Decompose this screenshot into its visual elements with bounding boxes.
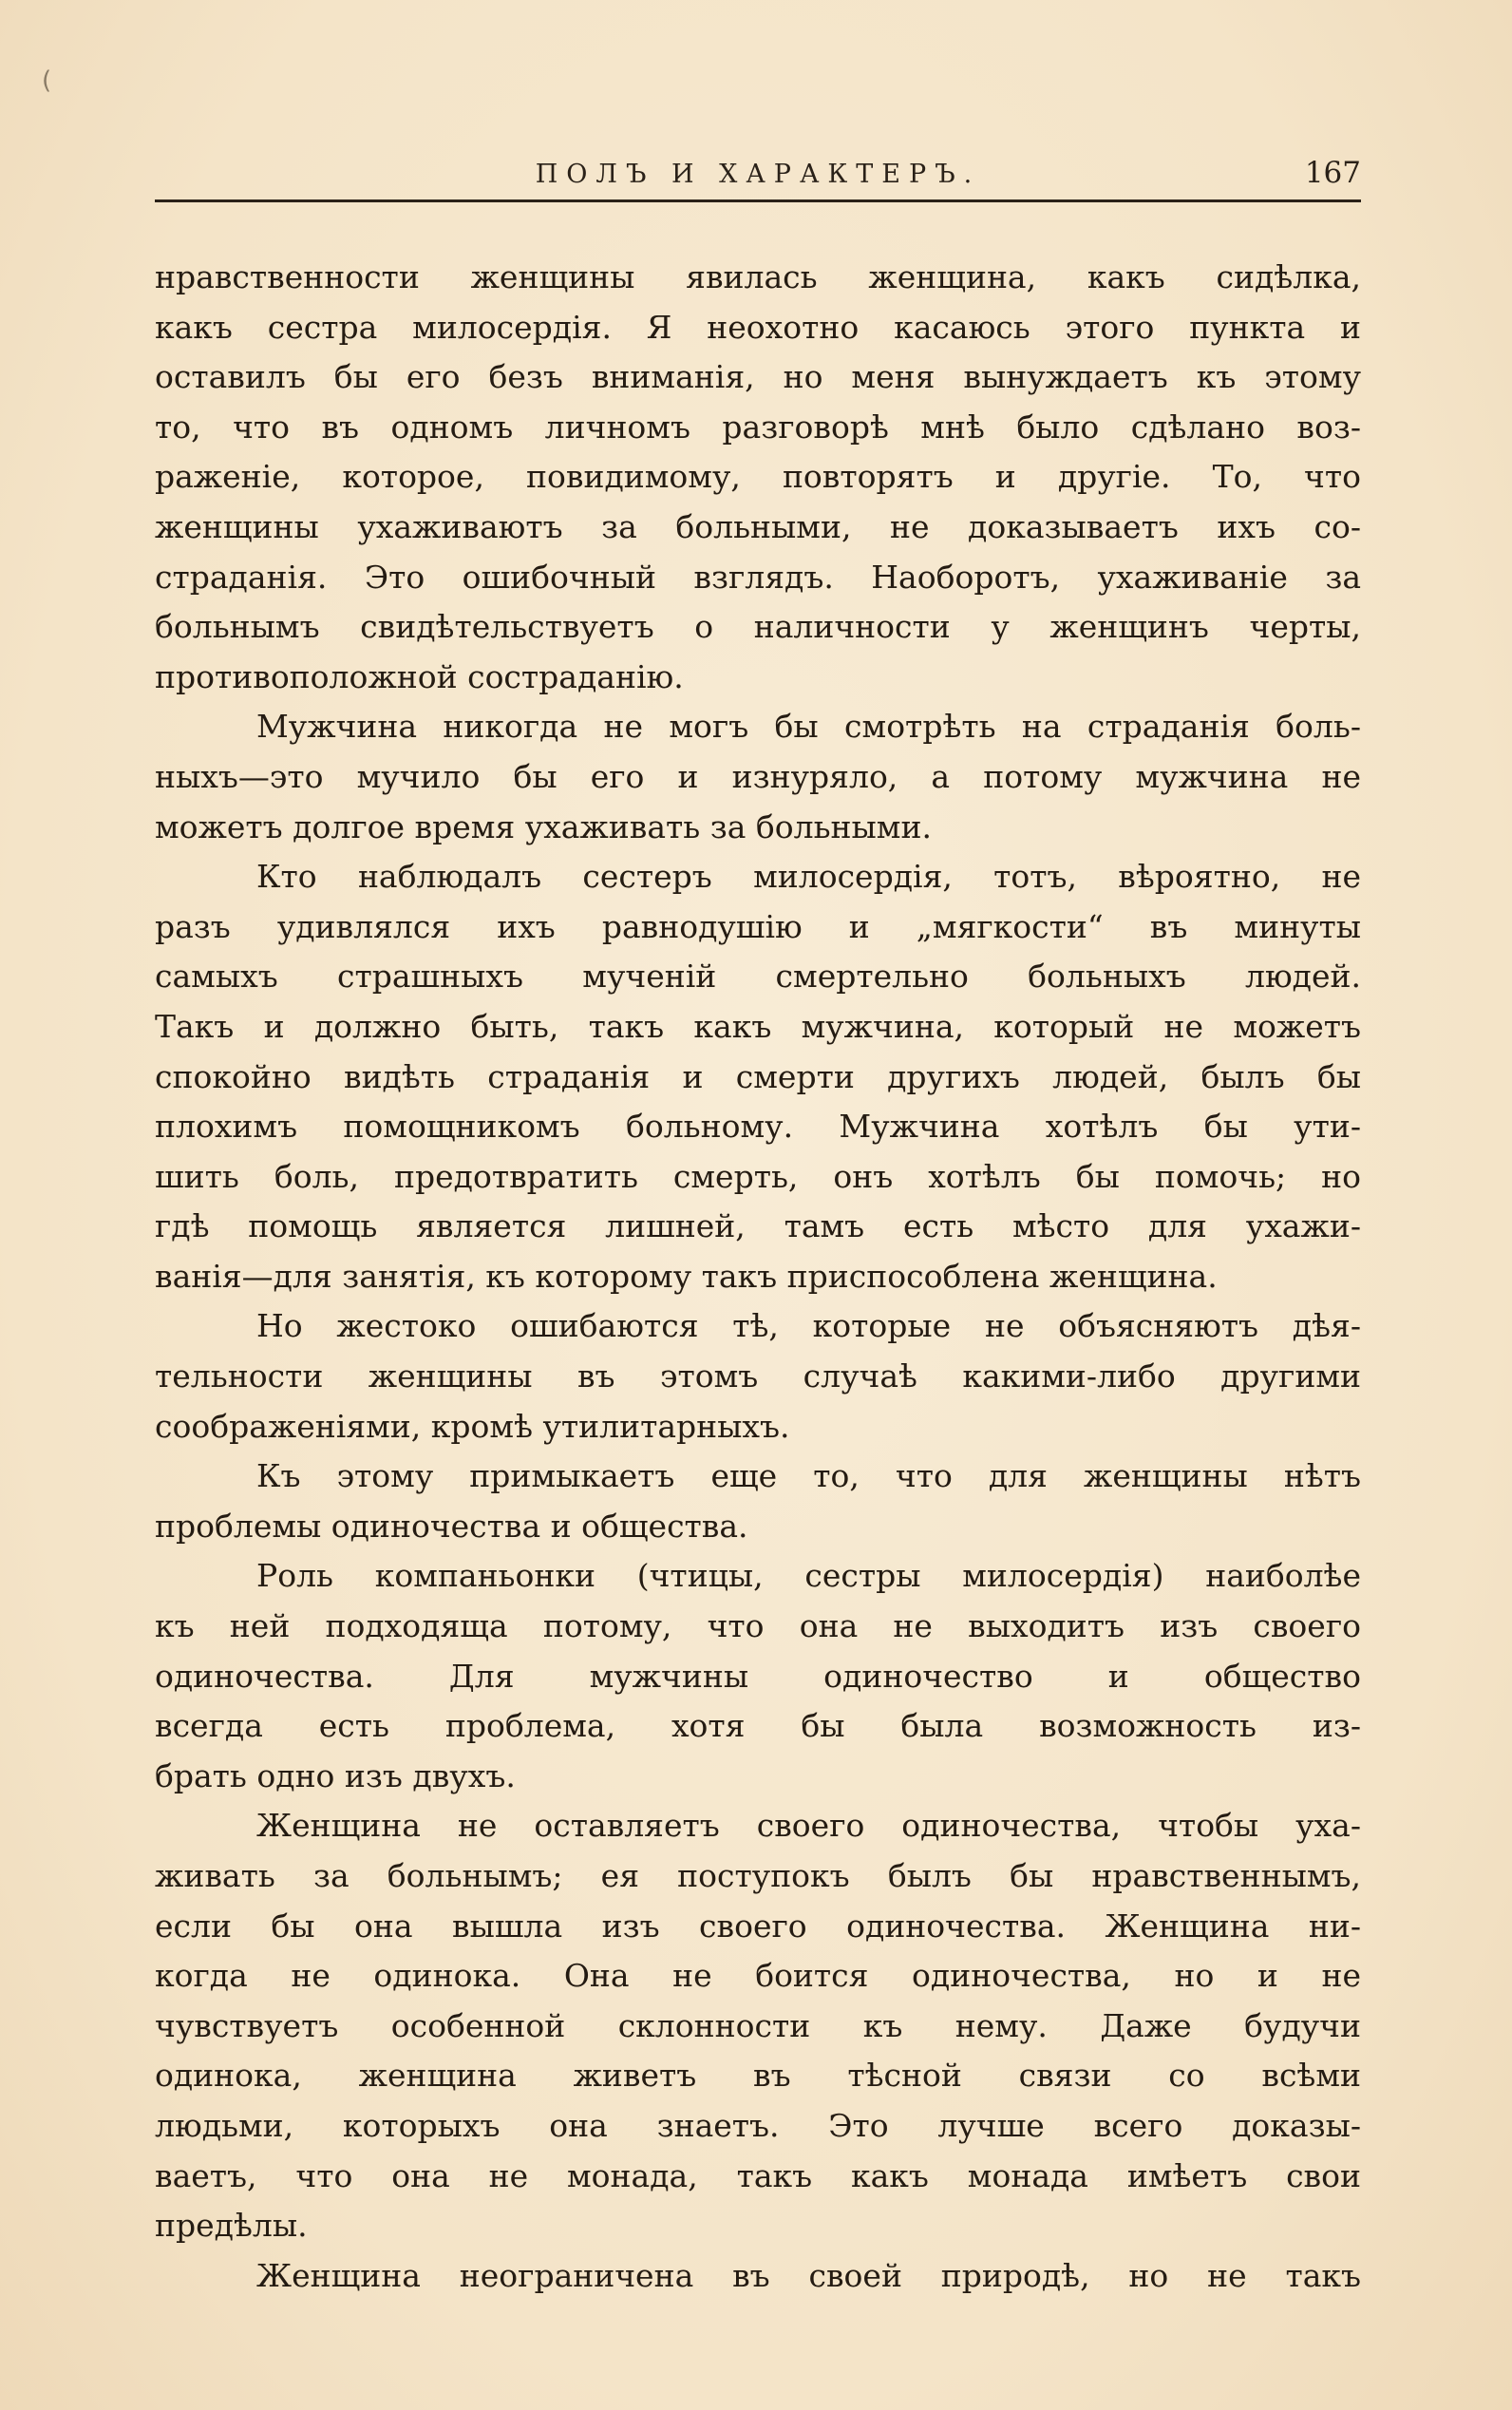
text-line: одинока, женщина живетъ въ тѣсной связи со всѣми <box>155 2057 1361 2095</box>
text-line: гдѣ помощь является лишней, тамъ есть мѣсто для ухажи- <box>155 1207 1361 1245</box>
text-line: противоположной состраданію. <box>155 657 684 695</box>
margin-mark: ( <box>42 66 52 95</box>
text-line: всегда есть проблема, хотя бы была возможность из- <box>155 1707 1361 1745</box>
text-line: Такъ и должно быть, такъ какъ мужчина, который не можетъ <box>155 1007 1361 1045</box>
text-line: нравственности женщины явилась женщина, какъ сидѣлка, <box>155 258 1361 295</box>
text-line: если бы она вышла изъ своего одиночества. Женщина ни- <box>155 1907 1361 1945</box>
text-line: Женщина неограничена въ своей природѣ, но не такъ <box>256 2256 1361 2294</box>
text-line: людьми, которыхъ она знаетъ. Это лучше всего доказы- <box>155 2106 1361 2144</box>
text-line: Кто наблюдалъ сестеръ милосердія, тотъ, вѣроятно, не <box>256 858 1361 896</box>
text-line: Но жестоко ошибаются тѣ, которые не объясняютъ дѣя- <box>256 1307 1361 1345</box>
text-line: страданія. Это ошибочный взглядъ. Наоборотъ, ухаживаніе за <box>155 558 1361 596</box>
text-line: Къ этому примыкаетъ еще то, что для женщины нѣтъ <box>256 1457 1361 1495</box>
text-line: ваетъ, что она не монада, такъ какъ монада имѣетъ свои <box>155 2156 1361 2194</box>
body-text <box>155 253 1361 2301</box>
running-head: ПОЛЪ И ХАРАКТЕРЪ. <box>535 160 981 189</box>
text-line: когда не одинока. Она не боится одиночества, но и не <box>155 1957 1361 1995</box>
page-number: 167 <box>1304 156 1361 190</box>
text-line: плохимъ помощникомъ больному. Мужчина хотѣлъ бы ути- <box>155 1108 1361 1146</box>
text-line: одиночества. Для мужчины одиночество и общество <box>155 1657 1361 1695</box>
text-line: проблемы одиночества и общества. <box>155 1507 748 1545</box>
page-header <box>155 150 1361 198</box>
text-line: Роль компаньонки (чтицы, сестры милосердія) наиболѣе <box>256 1557 1361 1595</box>
text-line: ныхъ—это мучило бы его и изнуряло, а потому мужчина не <box>155 757 1361 795</box>
text-line: самыхъ страшныхъ мученій смертельно больныхъ людей. <box>155 958 1361 996</box>
text-line: больнымъ свидѣтельствуетъ о наличности у женщинъ черты, <box>155 608 1361 646</box>
text-line: чувствуетъ особенной склонности къ нему. Даже будучи <box>155 2006 1361 2044</box>
text-line: брать одно изъ двухъ. <box>155 1756 516 1794</box>
text-line: спокойно видѣть страданія и смерти другихъ людей, былъ бы <box>155 1057 1361 1095</box>
text-line: тельности женщины въ этомъ случаѣ какими-либо другими <box>155 1357 1361 1395</box>
text-line: женщины ухаживаютъ за больными, не доказываетъ ихъ со- <box>155 507 1361 545</box>
text-line: Мужчина никогда не могъ бы смотрѣть на страданія боль- <box>256 708 1361 746</box>
text-line: можетъ долгое время ухаживать за больными. <box>155 807 932 845</box>
text-line: къ ней подходяща потому, что она не выходитъ изъ своего <box>155 1607 1361 1645</box>
text-line: предѣлы. <box>155 2207 308 2245</box>
text-line: то, что въ одномъ личномъ разговорѣ мнѣ было сдѣлано воз- <box>155 408 1361 446</box>
header-rule <box>155 199 1361 202</box>
text-line: живать за больнымъ; ея поступокъ былъ бы нравственнымъ, <box>155 1857 1361 1894</box>
text-line: ванія—для занятія, къ которому такъ приспособлена женщина. <box>155 1257 1218 1295</box>
text-line: какъ сестра милосердія. Я неохотно касаюсь этого пункта и <box>155 308 1361 346</box>
text-line: шить боль, предотвратить смерть, онъ хотѣлъ бы помочь; но <box>155 1157 1361 1195</box>
text-line: раженіе, которое, повидимому, повторятъ и другіе. То, что <box>155 458 1361 496</box>
text-line: разъ удивлялся ихъ равнодушію и „мягкости“ въ минуты <box>155 907 1361 945</box>
text-line: оставилъ бы его безъ вниманія, но меня вынуждаетъ къ этому <box>155 358 1361 396</box>
text-line: соображеніями, кромѣ утилитарныхъ. <box>155 1407 790 1445</box>
text-line: Женщина не оставляетъ своего одиночества, чтобы уха- <box>256 1807 1361 1845</box>
